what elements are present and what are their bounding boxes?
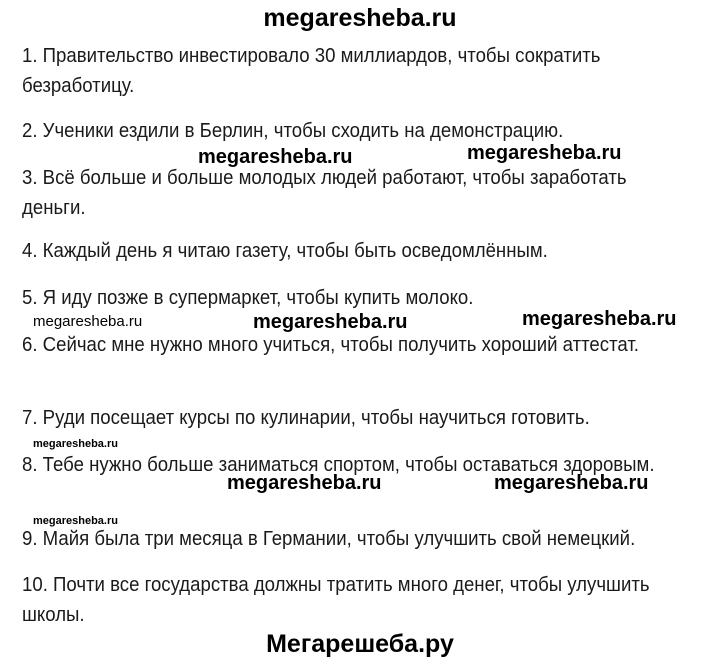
sentence-5: 5. Я иду позже в супермаркет, чтобы купить молоко. xyxy=(22,287,474,309)
watermark-overlay: megaresheba.ru xyxy=(227,472,382,494)
watermark-overlay: megaresheba.ru xyxy=(198,146,353,168)
watermark-overlay: megaresheba.ru xyxy=(253,311,408,333)
header-watermark: megaresheba.ru xyxy=(263,4,457,32)
sentence-10: 10. Почти все государства должны тратить много денег, чтобы улучшить школы. xyxy=(22,574,650,626)
sentence-4: 4. Каждый день я читаю газету, чтобы быть осведомлённым. xyxy=(22,240,548,262)
watermark-overlay: megaresheba.ru xyxy=(33,438,118,450)
sentence-8: 8. Тебе нужно больше заниматься спортом, чтобы оставаться здоровым. xyxy=(22,454,655,476)
sentence-2: 2. Ученики ездили в Берлин, чтобы сходить на демонстрацию. xyxy=(22,120,564,142)
sentence-7: 7. Руди посещает курсы по кулинарии, чтобы научиться готовить. xyxy=(22,407,590,429)
sentence-6: 6. Сейчас мне нужно много учиться, чтобы получить хороший аттестат. xyxy=(22,334,639,356)
watermark-overlay: megaresheba.ru xyxy=(494,472,649,494)
watermark-overlay: megaresheba.ru xyxy=(467,142,622,164)
sentence-3: 3. Всё больше и больше молодых людей работают, чтобы заработать деньги. xyxy=(22,167,627,219)
sentence-9: 9. Майя была три месяца в Германии, чтобы улучшить свой немецкий. xyxy=(22,528,636,550)
watermark-overlay: megaresheba.ru xyxy=(522,308,677,330)
watermark-overlay: megaresheba.ru xyxy=(33,313,143,330)
footer-watermark: Мегарешеба.ру xyxy=(266,630,454,658)
watermark-overlay: megaresheba.ru xyxy=(33,515,118,527)
sentence-1: 1. Правительство инвестировало 30 миллиардов, чтобы сократить безработицу. xyxy=(22,45,601,97)
